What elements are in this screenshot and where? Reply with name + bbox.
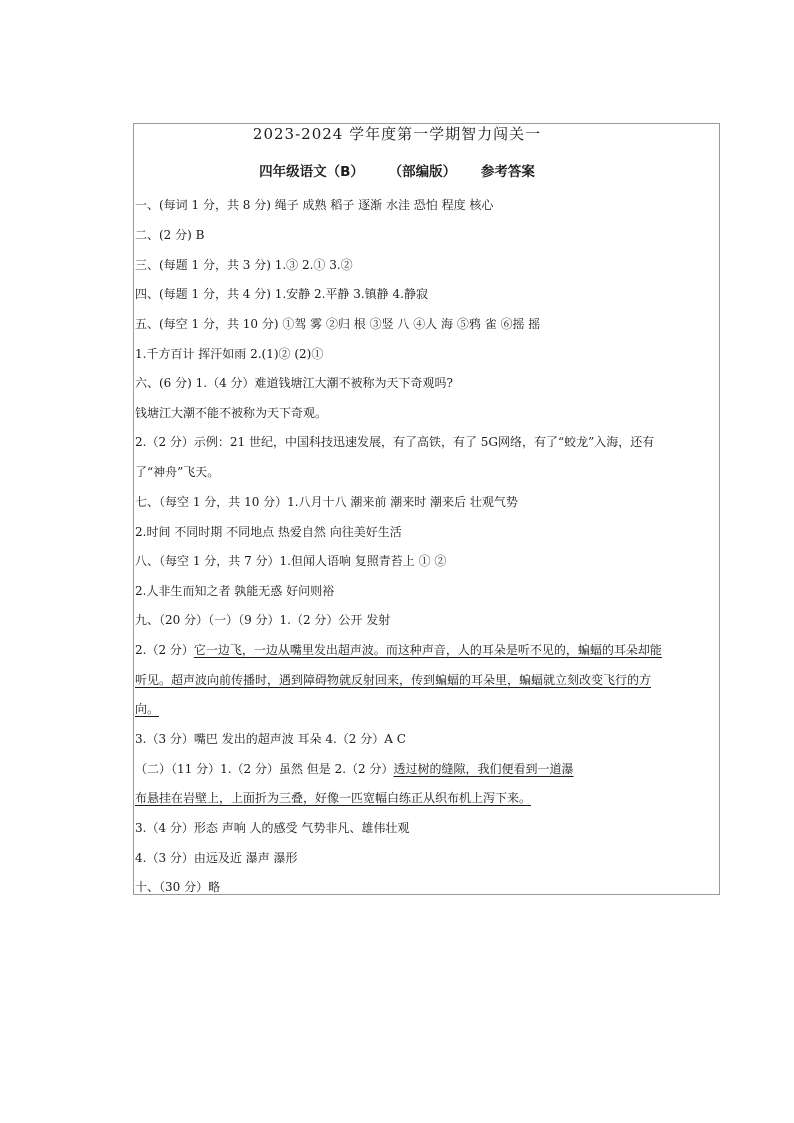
- answer-line-4: 四、(每题 1 分，共 4 分) 1.安静 2.平静 3.镇静 4.静寂: [135, 287, 428, 301]
- subtitle-answer-key: 参考答案: [480, 164, 535, 180]
- answer-line-21: [135, 790, 718, 806]
- answer-line-13: 八、（每空 1 分，共 7 分）1.但闻人语响 复照青苔上 ① ②: [135, 554, 447, 568]
- answer-line-5: 五、(每空 1 分，共 10 分) ①驾 雾 ②归 根 ③竖 八 ④人 海 ⑤鸦 雀 ⑥摇 摇: [135, 317, 541, 331]
- answer-line-3: 三、(每题 1 分，共 3 分) 1.③ 2.① 3.②: [135, 258, 353, 272]
- answer-line-10: 了“神舟”飞天。: [135, 465, 220, 479]
- answer-line-15: 九、（20 分）（一）（9 分）1.（2 分）公开 发射: [135, 613, 391, 627]
- answer-line-20-underlined: 透过树的缝隙，我们便看到一道瀑: [393, 762, 574, 776]
- page-title: 2023-2024 学年度第一学期智力闯关一: [252, 125, 542, 143]
- answer-line-20-label: （二）（11 分）1.（2 分）虽然 但是 2.（2 分）: [135, 762, 394, 776]
- answer-line-19: 3.（3 分）嘴巴 发出的超声波 耳朵 4.（2 分）A C: [135, 732, 406, 746]
- answer-line-22: 3.（4 分）形态 声响 人的感受 气势非凡、雄伟壮观: [135, 821, 410, 835]
- answer-line-9: 2.（2 分）示例：21 世纪，中国科技迅速发展，有了高铁，有了 5G网络，有了“蛟龙”入海，还有: [135, 435, 655, 449]
- answer-line-6: 1.千方百计 挥汗如雨 2.(1)② (2)①: [135, 347, 324, 361]
- subtitle-edition: （部编版）: [388, 164, 457, 180]
- answer-line-12: 2.时间 不同时期 不同地点 热爱自然 向往美好生活: [135, 525, 402, 539]
- answer-line-18-underlined: 向。: [135, 702, 160, 716]
- answer-line-7: 六、(6 分) 1.（4 分）难道钱塘江大潮不被称为天下奇观吗?: [135, 376, 453, 390]
- answer-line-24: 十、（30 分）略: [135, 880, 221, 894]
- answer-line-16-underlined: 它一边飞，一边从嘴里发出超声波。而这种声音，人的耳朵是听不见的，蝙蝠的耳朵却能: [193, 643, 662, 657]
- answer-line-16-label: 2.（2 分）: [135, 643, 194, 657]
- answer-line-2: 二、(2 分) B: [135, 228, 205, 242]
- answer-line-23: 4.（3 分）由远及近 瀑声 瀑形: [135, 851, 298, 865]
- page-subtitle: [0, 162, 794, 182]
- answer-line-1: 一、(每词 1 分，共 8 分) 绳子 成熟 稻子 逐渐 水洼 恐怕 程度 核心: [135, 198, 494, 212]
- answer-line-8: 钱塘江大潮不能不被称为天下奇观。: [135, 406, 328, 420]
- answer-line-11: 七、（每空 1 分，共 10 分）1.八月十八 潮来前 潮来时 潮来后 壮观气势: [135, 495, 518, 509]
- answer-line-20: [135, 761, 718, 777]
- subtitle-grade: 四年级语文（B）: [259, 164, 364, 180]
- answer-line-17: 听见。超声波向前传播时，遇到障碍物就反射回来，传到蝙蝠的耳朵里，蝙蝠就立刻改变飞行的方: [135, 673, 652, 687]
- answer-line-16: [135, 642, 718, 658]
- answer-line-14: 2.人非生而知之者 孰能无惑 好问则裕: [135, 584, 335, 598]
- answer-line-21-underlined: 布悬挂在岩壁上，上面折为三叠，好像一匹宽幅白练正从织布机上泻下来。: [135, 791, 532, 805]
- answer-line-18: [135, 701, 718, 717]
